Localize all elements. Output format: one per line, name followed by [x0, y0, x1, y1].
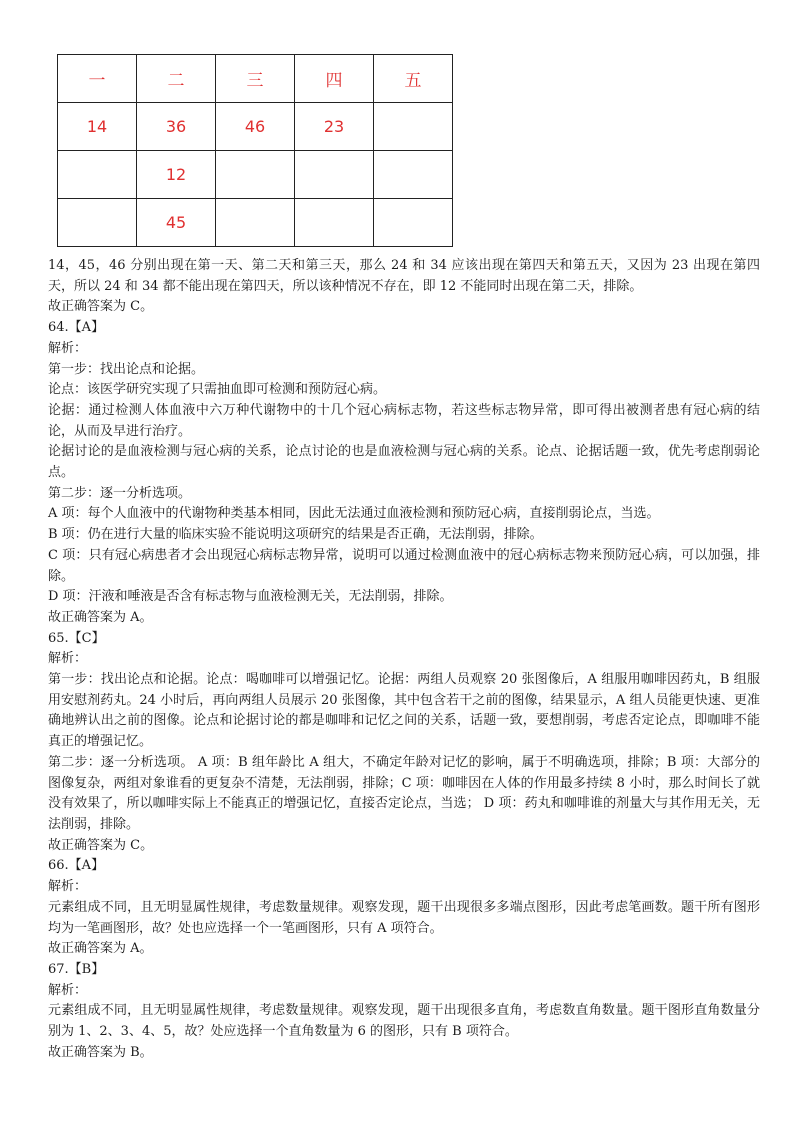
table-cell: 46 — [216, 103, 295, 151]
header-cell: 一 — [58, 55, 137, 103]
paragraph: 第二步：逐一分析选项。 A 项：B 组年龄比 A 组大，不确定年龄对记忆的影响，属于不明确选项，排除；B 项：大部分的图像复杂，两组对象谁看的更复杂不清楚，无法削弱，排除；C 项：咖啡因在人体的作用最多持续 8 小时，那么时间长了就没有效果了，所以咖啡实际上不能真正的增强记忆，直接否定论点，当选； D 项：药丸和咖啡谁的剂量大与其作用无关，无法削弱，排除。 — [48, 754, 760, 832]
paragraph: 第二步：逐一分析选项。 — [48, 485, 192, 501]
answer-line: 故正确答案为 B。 — [48, 1044, 153, 1060]
table-cell — [374, 103, 453, 151]
day-schedule-table — [57, 54, 453, 247]
table-cell: 36 — [137, 103, 216, 151]
option-b: B 项：仍在进行大量的临床实验不能说明这项研究的结果是否正确，无法削弱，排除。 — [48, 527, 543, 543]
answer-line: 故正确答案为 A。 — [48, 609, 153, 625]
paragraph: 14，45，46 分别出现在第一天、第二天和第三天，那么 24 和 34 应该出现在第四天和第五天，又因为 23 出现在第四天，所以 24 和 34 都不能出现在第四天，所以该种情况不存在，即 12 不能同时出现在第二天，排除。 — [48, 258, 760, 294]
paragraph: 元素组成不同，且无明显属性规律，考虑数量规律。观察发现，题干出现很多多端点图形，因此考虑笔画数。题干所有图形均为一笔画图形，故？处也应选择一个一笔画图形，只有 A 项符合。 — [48, 899, 760, 936]
question-number: 64.【A】 — [48, 320, 105, 336]
analysis-label: 解析： — [48, 651, 88, 667]
option-a: A 项：每个人血液中的代谢物种类基本相同，因此无法通过血液检测和预防冠心病，直接削弱论点，当选。 — [48, 506, 660, 522]
analysis-label: 解析： — [48, 982, 88, 998]
answer-line: 故正确答案为 A。 — [48, 941, 153, 957]
header-cell: 四 — [295, 55, 374, 103]
table-cell: 14 — [58, 103, 137, 151]
answer-line: 故正确答案为 C。 — [48, 299, 154, 315]
table-row — [58, 151, 453, 199]
table-row — [58, 103, 453, 151]
header-cell: 三 — [216, 55, 295, 103]
table-cell — [58, 151, 137, 199]
paragraph: 元素组成不同，且无明显属性规律，考虑数量规律。观察发现，题干出现很多直角，考虑数直角数量。题干图形直角数量分别为 1、2、3、4、5，故？处应选择一个直角数量为 6 的图形，只有 B 项符合。 — [48, 1003, 760, 1040]
table-cell — [58, 199, 137, 247]
paragraph: 论据讨论的是血液检测与冠心病的关系，论点讨论的也是血液检测与冠心病的关系。论点、论据话题一致，优先考虑削弱论点。 — [48, 444, 760, 481]
paragraph: 第一步：找出论点和论据。论点：喝咖啡可以增强记忆。论据：两组人员观察 20 张图像后，A 组服用咖啡因药丸，B 组服用安慰剂药丸。24 小时后，再向两组人员展示 20 张图像，其中包含若干之前的图像，结果显示，A 组人员能更快速、更准确地辨认出之前的图像。论点和论据讨论的都是咖啡和记忆之间的关系，话题一致，要想削弱，考虑否定论点，即咖啡不能真正的增强记忆。 — [48, 672, 760, 750]
table-row — [58, 199, 453, 247]
header-cell: 五 — [374, 55, 453, 103]
answer-explanations — [48, 256, 760, 1063]
paragraph: 第一步：找出论点和论据。 — [48, 361, 205, 377]
header-cell: 二 — [137, 55, 216, 103]
answer-line: 故正确答案为 C。 — [48, 837, 154, 853]
question-number: 67.【B】 — [48, 961, 105, 977]
table-cell — [216, 151, 295, 199]
table-cell: 45 — [137, 199, 216, 247]
question-number: 66.【A】 — [48, 858, 105, 874]
analysis-label: 解析： — [48, 879, 88, 895]
table-header-row — [58, 55, 453, 103]
option-c: C 项：只有冠心病患者才会出现冠心病标志物异常，说明可以通过检测血液中的冠心病标志物来预防冠心病，可以加强，排除。 — [48, 547, 760, 584]
paragraph: 论据：通过检测人体血液中六万种代谢物中的十几个冠心病标志物，若这些标志物异常，即可得出被测者患有冠心病的结论，从而及早进行治疗。 — [48, 402, 760, 439]
table-cell — [216, 199, 295, 247]
option-d: D 项：汗液和唾液是否含有标志物与血液检测无关，无法削弱，排除。 — [48, 589, 453, 605]
table-cell: 12 — [137, 151, 216, 199]
table-cell — [295, 151, 374, 199]
table-cell — [374, 199, 453, 247]
table-cell — [295, 199, 374, 247]
analysis-label: 解析： — [48, 340, 88, 356]
question-number: 65.【C】 — [48, 630, 105, 646]
table-cell — [374, 151, 453, 199]
paragraph: 论点：该医学研究实现了只需抽血即可检测和预防冠心病。 — [48, 382, 387, 398]
table-cell: 23 — [295, 103, 374, 151]
